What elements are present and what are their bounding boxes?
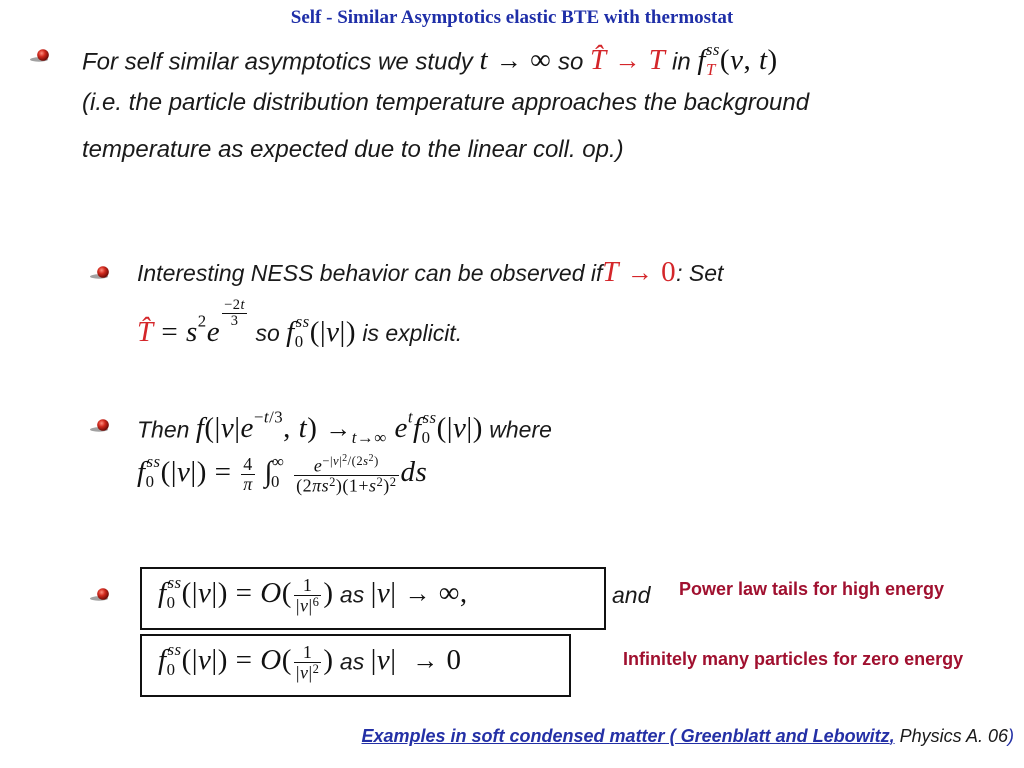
- bullet1-line2: (i.e. the particle distribution temperature approaches the background: [82, 89, 810, 116]
- bullet3-line1: [137, 408, 552, 448]
- math-v-to-infinity: |v| → ∞,: [370, 577, 468, 610]
- footer-close-paren: ): [1008, 726, 1014, 746]
- bullet2-text-a: Interesting NESS behavior can be observed if: [137, 260, 603, 286]
- math-v-to-zero: |v| → 0: [370, 644, 462, 677]
- formula-zero-energy: [158, 640, 461, 682]
- bullet1-line3: temperature as expected due to the linear coll. op.): [82, 136, 624, 163]
- footer-reference: [361, 726, 1014, 747]
- red-sphere-bullet-icon: [90, 266, 112, 279]
- as-label-2: as: [339, 648, 365, 675]
- red-sphere-bullet-icon: [90, 588, 112, 601]
- math-That-definition: T̂ = $s^2e$ $\frac{-2t}{3}$: [137, 297, 246, 349]
- bullet3-text-a: Then: [137, 416, 190, 443]
- math-T-to-zero: T → 0: [602, 256, 677, 288]
- formula-high-energy: [158, 573, 468, 615]
- bullet1-text-b: so: [557, 48, 584, 76]
- math-f0-ss-v: $f_0^{ss}(|v|)$: [286, 311, 356, 352]
- footer-comma: ,: [889, 726, 895, 746]
- red-sphere-bullet-icon: [90, 419, 112, 432]
- math-f0-big-O-zero: $f_0^{ss}(|v|) = O$( $\frac{1}{|v|^2}$ ): [158, 640, 334, 683]
- and-label: and: [612, 582, 651, 608]
- bullet2-text-b: : Set: [676, 260, 724, 286]
- slide-title: Self - Similar Asymptotics elastic BTE with thermostat: [290, 7, 734, 28]
- math-f0-integral: $f_0^{ss}(|v|)$ = $\frac{4}{\pi}$ $\int_0^\infty$ $\frac{e^{-|v|^2/(2s^2)}}{(2\pi s^2)(1+s^2)^2}$ ds: [137, 452, 428, 496]
- note-zero-energy: Infinitely many particles for zero energy: [623, 649, 964, 669]
- note-power-law: Power law tails for high energy: [679, 579, 945, 599]
- math-f0-big-O-infinity: $f_0^{ss}(|v|) = O$( $\frac{1}{|v|^6}$ ): [158, 573, 334, 616]
- math-f-ss-T: $f_T^{ss}(v$, t): [697, 40, 778, 80]
- as-label-1: as: [339, 581, 365, 608]
- bullet2-line1: [137, 256, 723, 289]
- red-sphere-bullet-icon: [30, 49, 52, 62]
- footer-journal: Physics A. 06: [899, 726, 1008, 746]
- math-t-to-infinity: t → ∞: [479, 44, 552, 77]
- bullet1-text-a: For self similar asymptotics we study: [82, 48, 473, 76]
- bullet2-text-d: is explicit.: [362, 320, 463, 347]
- bullet1-line1: [82, 40, 778, 80]
- math-That-to-T: T̂ → T: [589, 44, 666, 77]
- bullet3-text-b: where: [489, 416, 552, 443]
- math-limit-expression: $f(|v|e^{-t/3}$, $t) \to_{t\to\infty}$ $e^tf_0^{ss}(|v|)$: [195, 408, 483, 448]
- footer-examples: Examples in soft condensed matter ( Greenblatt and Lebowitz: [361, 726, 890, 746]
- bullet3-line2: [137, 452, 427, 495]
- bullet2-line2: [137, 298, 462, 352]
- bullet1-text-c: in: [672, 48, 691, 76]
- bullet2-text-c: so: [255, 320, 280, 347]
